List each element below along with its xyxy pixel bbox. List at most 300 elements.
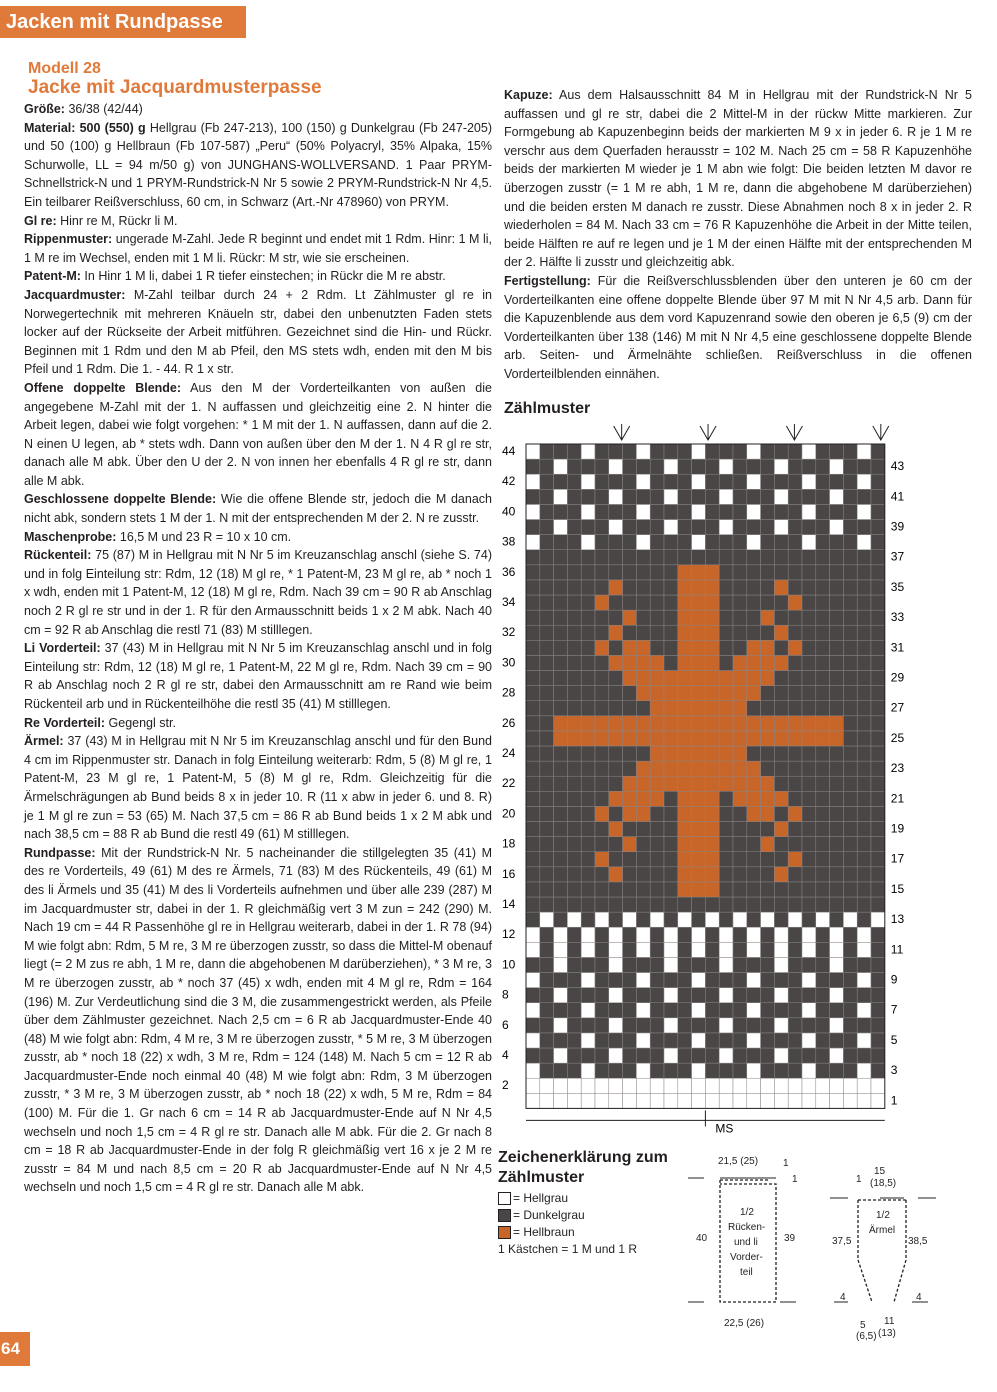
chart-cell (857, 444, 871, 459)
chart-cell (788, 791, 802, 806)
chart-cell (581, 1063, 595, 1078)
chart-cell (788, 867, 802, 882)
chart-cell (540, 1078, 554, 1093)
chart-cell (705, 610, 719, 625)
chart-cell (609, 610, 623, 625)
chart-cell (788, 595, 802, 610)
chart-cell (664, 988, 678, 1003)
chart-cell (526, 701, 540, 716)
chart-cell (636, 1033, 650, 1048)
chart-cell (733, 444, 747, 459)
chart-cell (609, 1033, 623, 1048)
chart-cell (692, 550, 706, 565)
chart-cell (526, 520, 540, 535)
chart-cell (871, 867, 885, 882)
chart-cell (692, 535, 706, 550)
chart-cell (609, 1048, 623, 1063)
chart-cell (705, 701, 719, 716)
chart-cell (830, 610, 844, 625)
chart-cell (540, 610, 554, 625)
chart-cell (774, 1003, 788, 1018)
chart-cell (747, 867, 761, 882)
chart-cell (761, 761, 775, 776)
chart-cell (830, 806, 844, 821)
chart-cell (623, 882, 637, 897)
chart-cell (747, 897, 761, 912)
chart-cell (705, 1078, 719, 1093)
row-number: 39 (890, 519, 905, 534)
chart-cell (788, 565, 802, 580)
chart-cell (609, 459, 623, 474)
chart-cell (664, 942, 678, 957)
chart-cell (540, 942, 554, 957)
chart-cell (664, 1063, 678, 1078)
chart-cell (595, 746, 609, 761)
chart-cell (609, 1078, 623, 1093)
chart-cell (678, 701, 692, 716)
chart-cell (526, 973, 540, 988)
chart-cell (871, 791, 885, 806)
chart-cell (802, 776, 816, 791)
paragraph-heading: Li Vorderteil: (24, 641, 101, 656)
row-number: 29 (890, 670, 905, 685)
chart-cell (581, 595, 595, 610)
chart-cell (761, 1093, 775, 1108)
chart-cell (595, 1003, 609, 1018)
chart-cell (540, 671, 554, 686)
chart-cell (664, 837, 678, 852)
chart-cell (871, 535, 885, 550)
chart-cell (650, 761, 664, 776)
chart-cell (664, 550, 678, 565)
chart-cell (719, 655, 733, 670)
chart-cell (857, 927, 871, 942)
chart-cell (678, 897, 692, 912)
chart-cell (802, 852, 816, 867)
chart-cell (816, 852, 830, 867)
chart-cell (540, 535, 554, 550)
chart-cell (761, 610, 775, 625)
chart-cell (802, 731, 816, 746)
chart-cell (609, 867, 623, 882)
chart-cell (747, 550, 761, 565)
chart-cell (692, 837, 706, 852)
chart-cell (802, 580, 816, 595)
chart-cell (747, 837, 761, 852)
paragraph-heading: Größe: (24, 102, 65, 116)
chart-cell (650, 897, 664, 912)
chart-cell (609, 897, 623, 912)
piece-label: teil (740, 1267, 753, 1278)
chart-cell (526, 1093, 540, 1108)
chart-cell (816, 595, 830, 610)
chart-cell (830, 912, 844, 927)
chart-cell (857, 776, 871, 791)
chart-cell (664, 1003, 678, 1018)
chart-cell (609, 595, 623, 610)
chart-cell (595, 776, 609, 791)
chart-cell (774, 731, 788, 746)
chart-cell (705, 489, 719, 504)
chart-cell (843, 1048, 857, 1063)
chart-cell (692, 882, 706, 897)
chart-cell (843, 610, 857, 625)
chart-cell (664, 1078, 678, 1093)
chart-cell (761, 776, 775, 791)
chart-cell (857, 942, 871, 957)
chart-cell (540, 1018, 554, 1033)
chart-cell (650, 822, 664, 837)
decrease-arrow (873, 424, 889, 440)
chart-cell (650, 1018, 664, 1033)
chart-cell (595, 957, 609, 972)
chart-cell (636, 535, 650, 550)
chart-cell (650, 912, 664, 927)
chart-cell (774, 610, 788, 625)
chart-cell (719, 806, 733, 821)
chart-cell (609, 520, 623, 535)
chart-cell (650, 746, 664, 761)
chart-cell (650, 474, 664, 489)
chart-cell (636, 897, 650, 912)
paragraph-heading: Patent-M: (24, 269, 81, 284)
row-number: 33 (890, 610, 905, 625)
chart-cell (567, 1063, 581, 1078)
chart-cell (830, 489, 844, 504)
chart-cell (664, 535, 678, 550)
chart-cell (761, 580, 775, 595)
chart-cell (774, 1048, 788, 1063)
chart-cell (719, 459, 733, 474)
chart-cell (802, 927, 816, 942)
chart-cell (650, 731, 664, 746)
chart-cell (692, 474, 706, 489)
chart-cell (843, 1063, 857, 1078)
chart-cell (692, 912, 706, 927)
chart-cell (857, 837, 871, 852)
chart-cell (636, 1003, 650, 1018)
chart-cell (623, 565, 637, 580)
chart-cell (567, 806, 581, 821)
chart-cell (871, 1093, 885, 1108)
chart-cell (830, 520, 844, 535)
chart-cell (761, 625, 775, 640)
chart-cell (761, 595, 775, 610)
chart-cell (678, 806, 692, 821)
chart-cell (705, 1033, 719, 1048)
chart-cell (830, 535, 844, 550)
chart-cell (581, 957, 595, 972)
chart-cell (774, 489, 788, 504)
legend-item-dunkelgrau (498, 1207, 637, 1224)
chart-cell (678, 822, 692, 837)
row-number: 4 (502, 1048, 509, 1062)
chart-cell (526, 1003, 540, 1018)
chart-cell (733, 474, 747, 489)
chart-cell (664, 1048, 678, 1063)
chart-cell (526, 565, 540, 580)
chart-cell (623, 791, 637, 806)
chart-cell (595, 927, 609, 942)
chart-cell (788, 489, 802, 504)
chart-cell (554, 655, 568, 670)
chart-cell (830, 671, 844, 686)
chart-cell (526, 610, 540, 625)
chart-cell (871, 806, 885, 821)
chart-cell (623, 927, 637, 942)
chart-cell (761, 806, 775, 821)
row-number: 12 (502, 927, 516, 942)
chart-cell (747, 1078, 761, 1093)
chart-cell (705, 625, 719, 640)
chart-cell (636, 459, 650, 474)
instruction-paragraph (24, 639, 492, 713)
chart-cell (623, 1033, 637, 1048)
chart-cell (719, 640, 733, 655)
chart-cell (733, 1078, 747, 1093)
chart-cell (650, 535, 664, 550)
chart-cell (843, 852, 857, 867)
row-number: 40 (502, 504, 516, 519)
legend-item-hellgrau (498, 1190, 637, 1207)
chart-cell (871, 550, 885, 565)
chart-cell (595, 459, 609, 474)
chart-cell (567, 474, 581, 489)
chart-cell (595, 716, 609, 731)
chart-cell (636, 565, 650, 580)
chart-cell (816, 988, 830, 1003)
chart-cell (678, 912, 692, 927)
chart-cell (857, 761, 871, 776)
chart-cell (816, 1048, 830, 1063)
chart-cell (774, 852, 788, 867)
chart-cell (540, 520, 554, 535)
chart-cell (788, 504, 802, 519)
chart-cell (678, 761, 692, 776)
chart-cell (871, 701, 885, 716)
chart-cell (802, 610, 816, 625)
chart-cell (747, 1003, 761, 1018)
swatch-dunkelgrau (498, 1209, 511, 1222)
chart-cell (705, 852, 719, 867)
chart-cell (664, 565, 678, 580)
chart-cell (871, 882, 885, 897)
chart-cell (692, 746, 706, 761)
chart-cell (692, 444, 706, 459)
chart-cell (567, 1078, 581, 1093)
chart-cell (830, 1048, 844, 1063)
chart-cell (719, 444, 733, 459)
chart-cell (692, 671, 706, 686)
chart-cell (816, 927, 830, 942)
chart-cell (678, 791, 692, 806)
chart-cell (636, 973, 650, 988)
chart-cell (526, 655, 540, 670)
chart-cell (540, 640, 554, 655)
width-label: 21,5 (25) (718, 1156, 759, 1167)
legend-note: 1 Kästchen = 1 M und 1 R (498, 1242, 638, 1256)
chart-cell (830, 761, 844, 776)
chart-cell (567, 655, 581, 670)
chart-cell (733, 1048, 747, 1063)
chart-cell (705, 535, 719, 550)
chart-cell (733, 489, 747, 504)
chart-cell (747, 565, 761, 580)
chart-cell (636, 716, 650, 731)
chart-cell (761, 716, 775, 731)
chart-cell (650, 1003, 664, 1018)
paragraph-text: Hellgrau (Fb 247-213), 100 (150) g Dunkelgrau (Fb 247-205) und 50 (100) g Hellbraun (Fb 107-587) „Peru“ (50% Polyacryl, 35% Alpaka, 15% Schurwolle, LL = 94 m/50 g) von JUNGHANS-WOLLVERSAND. 1 Paar PRYM-Schnellstrick-N und 1 PRYM-Rundstrick-N Nr 5 sowie 2 PRYM-Rundstrick-N Nr 4,5. Ein teilbarer Reißverschluss, 60 cm, in Schwarz (Art.-Nr 478960) von PRYM. (24, 120, 492, 209)
chart-cell (567, 580, 581, 595)
chart-cell (678, 489, 692, 504)
chart-cell (705, 942, 719, 957)
chart-cell (705, 761, 719, 776)
chart-cell (595, 867, 609, 882)
chart-cell (843, 520, 857, 535)
chart-cell (540, 444, 554, 459)
chart-cell (650, 942, 664, 957)
chart-cell (540, 867, 554, 882)
chart-cell (719, 610, 733, 625)
chart-cell (871, 595, 885, 610)
chart-cell (540, 806, 554, 821)
chart-cell (830, 1018, 844, 1033)
chart-cell (609, 852, 623, 867)
chart-cell (636, 746, 650, 761)
chart-cell (526, 852, 540, 867)
chart-cell (609, 837, 623, 852)
chart-cell (623, 474, 637, 489)
chart-cell (788, 520, 802, 535)
chart-cell (843, 1003, 857, 1018)
chart-cell (623, 459, 637, 474)
chart-cell (623, 957, 637, 972)
chart-cell (554, 1018, 568, 1033)
paragraph-heading: Re Vorderteil: (24, 715, 106, 730)
chart-cell (830, 822, 844, 837)
chart-cell (747, 504, 761, 519)
chart-cell (816, 882, 830, 897)
chart-cell (540, 882, 554, 897)
chart-cell (788, 1003, 802, 1018)
chart-cell (581, 655, 595, 670)
chart-cell (664, 973, 678, 988)
chart-cell (705, 1048, 719, 1063)
chart-cell (733, 701, 747, 716)
chart-cell (830, 973, 844, 988)
chart-cell (788, 1033, 802, 1048)
chart-cell (774, 912, 788, 927)
chart-cell (747, 474, 761, 489)
chart-cell (802, 867, 816, 882)
chart-cell (857, 535, 871, 550)
repeat-marker (526, 1110, 885, 1135)
chart-cell (650, 852, 664, 867)
chart-cell (595, 912, 609, 927)
chart-cell (871, 822, 885, 837)
chart-cell (719, 504, 733, 519)
chart-cell (595, 489, 609, 504)
chart-cell (761, 459, 775, 474)
paragraph-heading: Rundpasse: (24, 845, 96, 860)
chart-cell (692, 701, 706, 716)
chart-cell (623, 610, 637, 625)
section-banner: Jacken mit Rundpasse (0, 6, 246, 38)
chart-cell (650, 882, 664, 897)
chart-cell (857, 595, 871, 610)
chart-cell (816, 1063, 830, 1078)
chart-cell (843, 761, 857, 776)
chart-cell (595, 655, 609, 670)
paragraph-text: Aus dem Halsausschnitt 84 M in Hellgrau mit der Rundstrick-N Nr 5 auffassen und gl re str, dabei die 2 Mittel-M in der rückw Mitte markieren. Zur Formgebung ab Kapuzenbeginn beids der markierten M 9 x in jeder 6. R je 1 M re verschr aus dem Querfaden herausstr = 102 M. Nach 25 cm = 58 R Kapuzenhöhe beids der markierten M wieder je 1 M abn wie folgt: Die beiden letzten M davor re überzogen zusstr (= 1 M re abh, 1 M re, dann die abgehobene M darüberziehen) und die beiden ersten M danach re zusstr. Diese Abnahmen noch 8 x in jeder 2. R wiederholen = 84 M. Nach 33 cm = 76 R Kapuzenhöhe die Arbeit in der Mitte teilen, beide Hälften re auf re legen und je 1 M der einen Hälfte mit der entsprechenden M der 2. Hälfte li zusstr und gleichzeitig abk. (504, 88, 972, 270)
chart-cell (678, 1018, 692, 1033)
chart-cell (567, 489, 581, 504)
chart-cell (540, 957, 554, 972)
chart-cell (526, 822, 540, 837)
chart-cell (581, 1018, 595, 1033)
chart-cell (567, 459, 581, 474)
chart-cell (761, 957, 775, 972)
chart-cell (816, 459, 830, 474)
decrease-arrow (700, 424, 716, 440)
chart-cell (788, 927, 802, 942)
chart-cell (554, 942, 568, 957)
chart-cell (830, 731, 844, 746)
chart-cell (788, 988, 802, 1003)
chart-cell (678, 716, 692, 731)
chart-cell (678, 504, 692, 519)
chart-cell (843, 942, 857, 957)
chart-cell (719, 957, 733, 972)
chart-cell (664, 610, 678, 625)
chart-cell (609, 912, 623, 927)
chart-cell (581, 942, 595, 957)
chart-cell (830, 550, 844, 565)
chart-cell (747, 1063, 761, 1078)
back-piece-schematic (688, 1156, 798, 1329)
chart-cell (830, 701, 844, 716)
chart-cell (609, 761, 623, 776)
chart-cell (816, 761, 830, 776)
chart-cell (595, 1018, 609, 1033)
chart-cell (719, 1048, 733, 1063)
row-number: 16 (502, 866, 516, 881)
chart-cell (788, 444, 802, 459)
chart-cell (650, 610, 664, 625)
chart-cell (678, 610, 692, 625)
chart-cell (623, 686, 637, 701)
chart-cell (830, 640, 844, 655)
chart-cell (871, 686, 885, 701)
chart-cell (719, 1063, 733, 1078)
chart-cell (692, 973, 706, 988)
chart-cell (581, 716, 595, 731)
chart-cell (843, 655, 857, 670)
chart-cell (567, 550, 581, 565)
chart-cell (540, 565, 554, 580)
chart-cell (761, 686, 775, 701)
chart-cell (747, 791, 761, 806)
chart-cell (692, 1093, 706, 1108)
chart-cell (705, 565, 719, 580)
chart-cell (774, 444, 788, 459)
row-number: 17 (890, 851, 905, 866)
chart-cell (692, 1033, 706, 1048)
chart-cell (857, 791, 871, 806)
row-number: 38 (502, 534, 516, 549)
chart-cell (830, 942, 844, 957)
chart-cell (705, 580, 719, 595)
